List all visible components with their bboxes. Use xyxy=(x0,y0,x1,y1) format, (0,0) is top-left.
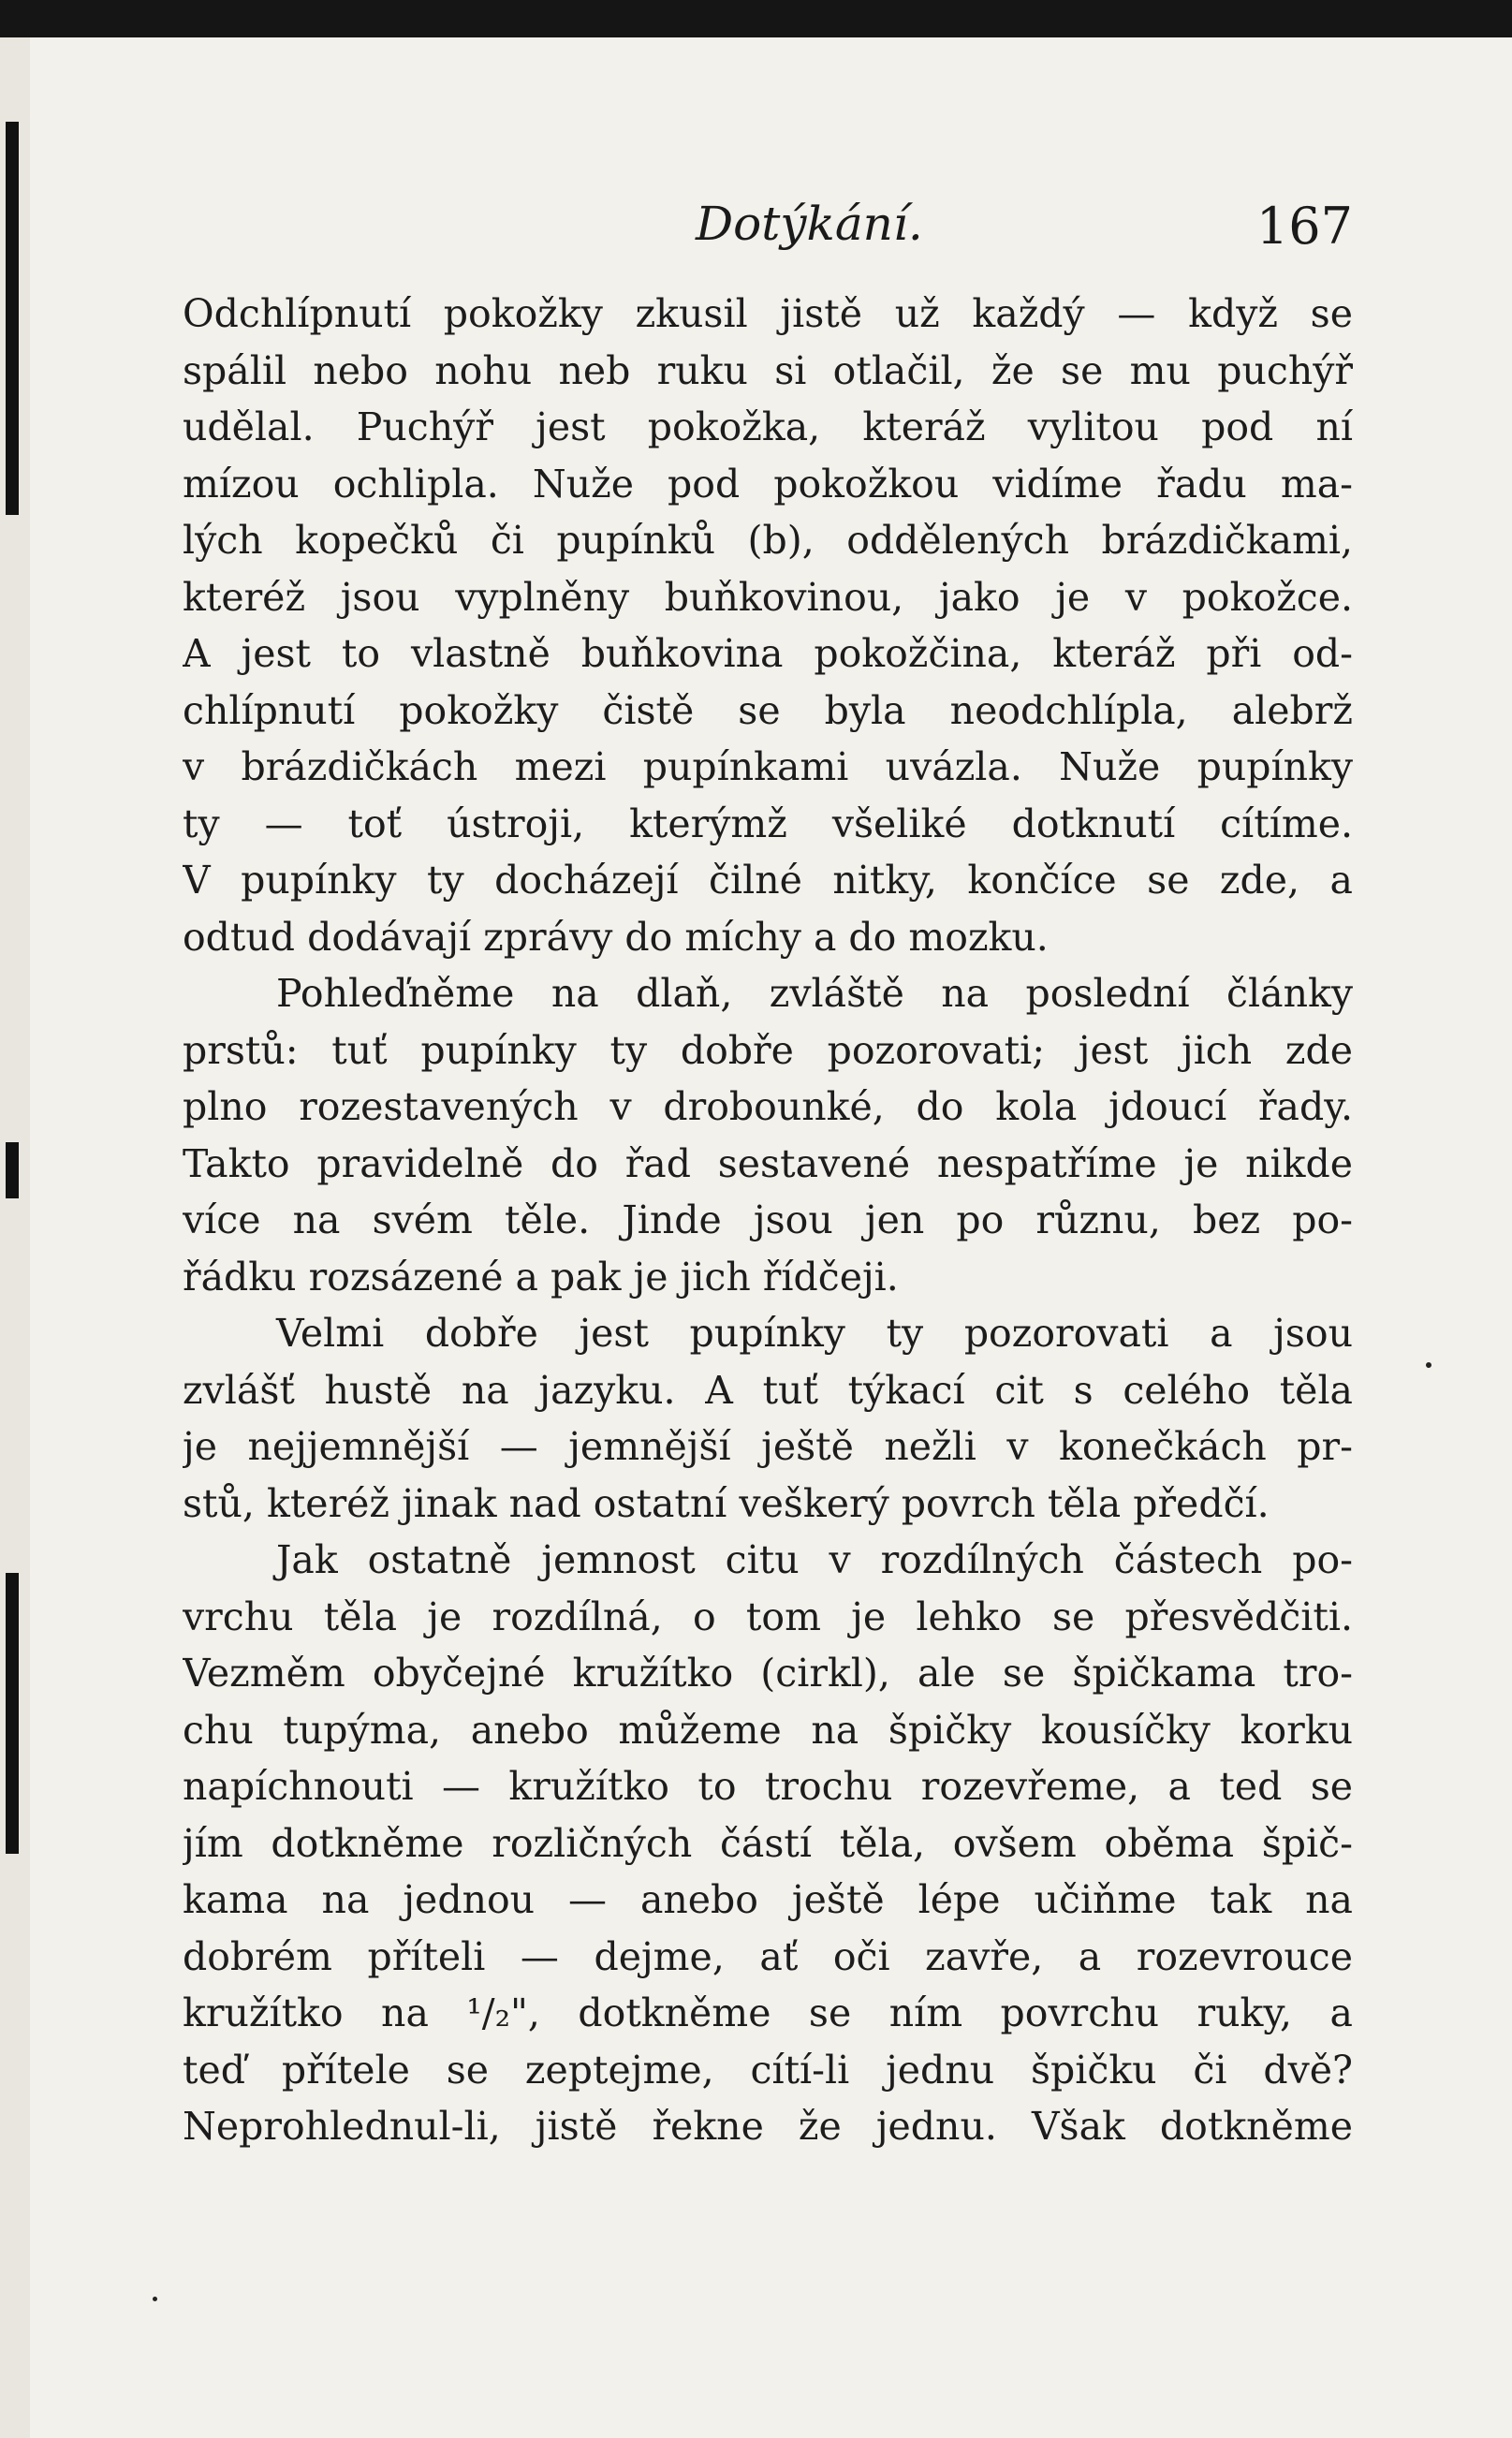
spine-mark xyxy=(6,1142,19,1198)
text-line: prstů: tuť pupínky ty dobře pozorovati; jest jich zde xyxy=(183,1027,1353,1073)
text-line: stů, kteréž jinak nad ostatní veškerý povrch těla předčí. xyxy=(183,1480,1270,1526)
running-title: Dotýkání. xyxy=(696,197,923,251)
text-line: kružítko na ¹/₂", dotkněme se ním povrchu ruky, a xyxy=(183,1990,1353,2035)
text-line: Takto pravidelně do řad sestavené nespatříme je nikde xyxy=(183,1140,1353,1186)
spine-mark xyxy=(6,122,19,515)
text-line: A jest to vlastně buňkovina pokožčina, kteráž při od- xyxy=(183,631,1353,676)
paper-speck xyxy=(153,2297,157,2301)
text-line: chlípnutí pokožky čistě se byla neodchlípla, alebrž xyxy=(183,687,1353,733)
text-line: kteréž jsou vyplněny buňkovinou, jako je v pokožce. xyxy=(183,574,1353,620)
text-line: spálil nebo nohu neb ruku si otlačil, že se mu puchýř xyxy=(183,347,1353,393)
text-line: Velmi dobře jest pupínky ty pozorovati a jsou xyxy=(276,1311,1353,1356)
text-line: udělal. Puchýř jest pokožka, kteráž vylitou pod ní xyxy=(183,404,1353,449)
text-line: dobrém příteli — dejme, ať oči zavře, a rozevrouce xyxy=(183,1933,1353,1979)
text-line: Pohleďněme na dlaň, zvláště na poslední články xyxy=(276,971,1353,1016)
text-line: napíchnouti — kružítko to trochu rozevřeme, a ted se xyxy=(183,1764,1353,1809)
text-line: více na svém těle. Jinde jsou jen po různu, bez po- xyxy=(183,1197,1353,1242)
text-line: je nejjemnější — jemnější ještě nežli v konečkách pr- xyxy=(183,1424,1353,1469)
text-line: lých kopečků či pupínků (b), oddělených brázdičkami, xyxy=(183,518,1353,563)
running-head xyxy=(183,197,1353,262)
text-line: teď přítele se zeptejme, cítí-li jednu špičku či dvě? xyxy=(183,2047,1353,2093)
text-line: V pupínky ty docházejí čilné nitky, končíce se zde, a xyxy=(183,858,1353,903)
text-line: v brázdičkách mezi pupínkami uvázla. Nuže pupínky xyxy=(183,744,1353,789)
text-line: Jak ostatně jemnost citu v rozdílných částech po- xyxy=(276,1537,1353,1582)
page-number: 167 xyxy=(1255,197,1353,256)
text-line: kama na jednou — anebo ještě lépe učiňme tak na xyxy=(183,1877,1353,1922)
text-line: jím dotkněme rozličných částí těla, ovšem oběma špič- xyxy=(183,1820,1353,1866)
text-line: Vezměm obyčejné kružítko (cirkl), ale se špičkama tro- xyxy=(183,1651,1353,1696)
spine-mark xyxy=(6,1573,19,1854)
text-line: zvlášť hustě na jazyku. A tuť týkací cit s celého těla xyxy=(183,1367,1353,1413)
text-line: chu tupýma, anebo můžeme na špičky kousíčky korku xyxy=(183,1707,1353,1753)
text-line: Neprohlednul-li, jistě řekne že jednu. Však dotkněme xyxy=(183,2104,1353,2149)
text-line: vrchu těla je rozdílná, o tom je lehko se přesvědčiti. xyxy=(183,1594,1353,1639)
paper-speck xyxy=(1426,1362,1431,1368)
text-line: plno rozestavených v drobounké, do kola jdoucí řady. xyxy=(183,1084,1353,1129)
body-text xyxy=(183,286,1353,2155)
book-spine xyxy=(0,37,33,2438)
text-line: řádku rozsázené a pak je jich řídčeji. xyxy=(183,1254,899,1300)
text-line: mízou ochlipla. Nuže pod pokožkou vidíme řadu ma- xyxy=(183,461,1353,507)
text-line: Odchlípnutí pokožky zkusil jistě už každý — když se xyxy=(183,291,1353,336)
text-line: odtud dodávají zprávy do míchy a do mozku. xyxy=(183,914,1049,960)
text-line: ty — toť ústroji, kterýmž všeliké dotknutí cítíme. xyxy=(183,800,1353,846)
